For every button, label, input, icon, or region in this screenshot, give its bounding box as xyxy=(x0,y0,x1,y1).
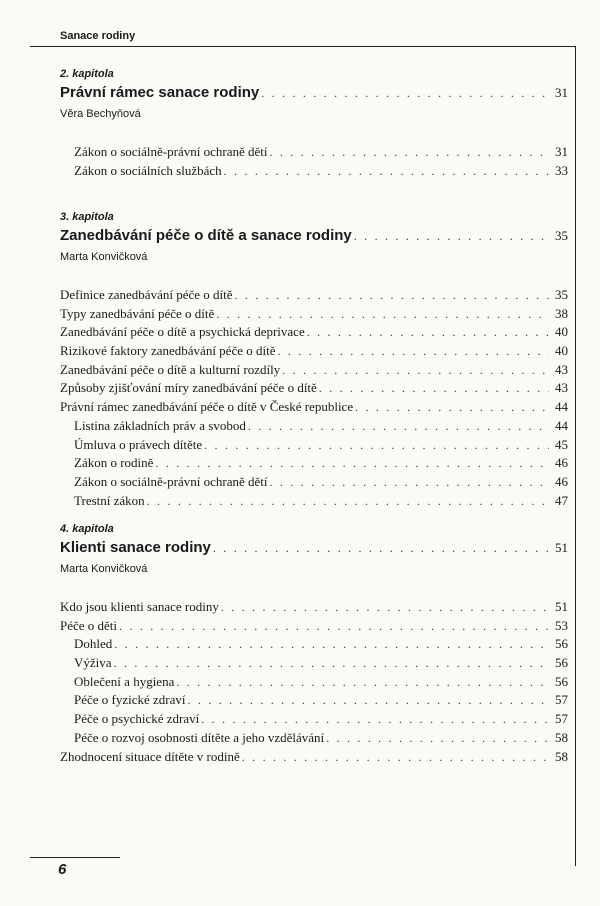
chapter-author: Marta Konvičková xyxy=(60,251,148,263)
footer-rule xyxy=(30,857,120,858)
toc-entry xyxy=(60,380,568,399)
entry-title: Listina základních práv a svobod xyxy=(74,417,246,433)
entry-page: 35 xyxy=(555,287,568,302)
entry-title: Typy zanedbávání péče o dítě xyxy=(60,305,215,321)
entry-title: Zákon o sociálně-právní ochraně dětí xyxy=(74,473,268,489)
leader-dots xyxy=(224,164,549,179)
toc-entry xyxy=(60,287,568,306)
entry-title: Péče o rozvoj osobnosti dítěte a jeho vzdělávání xyxy=(74,729,325,745)
entry-list xyxy=(60,599,568,767)
entry-page: 53 xyxy=(555,617,568,633)
leader-dots xyxy=(354,229,549,244)
entry-title: Trestní zákon xyxy=(74,492,145,508)
entry-title: Úmluva o právech dítěte xyxy=(74,436,203,452)
entry-page: 51 xyxy=(555,599,568,614)
toc-entry xyxy=(60,474,568,493)
toc-entry xyxy=(60,437,568,456)
side-rule xyxy=(575,46,576,866)
toc-entry xyxy=(60,692,568,711)
entry-title: Výživa xyxy=(74,655,112,671)
entry-page: 31 xyxy=(555,144,568,159)
toc-entry xyxy=(60,599,568,618)
entry-title: Zanedbávání péče o dítě a kulturní rozdíly xyxy=(60,361,281,377)
leader-dots xyxy=(114,656,549,671)
leader-dots xyxy=(282,363,549,378)
entry-title: Způsoby zjišťování míry zanedbávání péče o dítě xyxy=(60,380,317,396)
chapter-title: Zanedbávání péče o dítě a sanace rodiny xyxy=(60,227,352,244)
entry-page: 57 xyxy=(555,692,568,708)
leader-dots xyxy=(242,750,549,765)
toc-entry xyxy=(60,655,568,674)
leader-dots xyxy=(355,400,549,415)
toc-entry xyxy=(60,343,568,362)
chapter-author: Věra Bechyňová xyxy=(60,108,141,120)
leader-dots xyxy=(188,693,549,708)
chapter-page: 51 xyxy=(555,540,568,555)
toc-entry xyxy=(60,418,568,437)
chapter-4 xyxy=(60,523,568,767)
entry-page: 46 xyxy=(555,473,568,489)
entry-page: 43 xyxy=(555,361,568,377)
entry-page: 45 xyxy=(555,436,568,452)
leader-dots xyxy=(147,494,549,509)
entry-title: Rizikové faktory zanedbávání péče o dítě xyxy=(60,343,276,359)
entry-title: Péče o děti xyxy=(60,617,118,633)
leader-dots xyxy=(269,475,549,490)
entry-title: Oblečení a hygiena xyxy=(74,673,175,689)
running-head: Sanace rodiny xyxy=(60,30,136,42)
chapter-title-row xyxy=(60,227,568,249)
toc-entry xyxy=(60,324,568,343)
chapter-title-row xyxy=(60,539,568,561)
leader-dots xyxy=(221,600,549,615)
leader-dots xyxy=(235,288,549,303)
leader-dots xyxy=(155,456,549,471)
leader-dots xyxy=(319,381,549,396)
entry-title: Zákon o sociálně-právní ochraně dětí xyxy=(74,144,268,159)
leader-dots xyxy=(201,712,549,727)
chapter-author: Marta Konvičková xyxy=(60,563,148,575)
chapter-title: Klienti sanace rodiny xyxy=(60,539,211,556)
leader-dots xyxy=(326,731,549,746)
toc-entry xyxy=(60,493,568,512)
toc-entry xyxy=(60,730,568,749)
chapter-title-row xyxy=(60,84,568,106)
entry-page: 33 xyxy=(555,162,568,178)
page-number: 6 xyxy=(58,861,67,878)
entry-page: 57 xyxy=(555,711,568,727)
entry-page: 44 xyxy=(555,399,568,415)
entry-page: 40 xyxy=(555,324,568,340)
leader-dots xyxy=(307,325,549,340)
header-rule xyxy=(30,46,575,47)
leader-dots xyxy=(261,86,549,101)
entry-title: Definice zanedbávání péče o dítě xyxy=(60,287,233,302)
leader-dots xyxy=(278,344,550,359)
leader-dots xyxy=(204,438,549,453)
chapter-title: Právní rámec sanace rodiny xyxy=(60,84,260,101)
entry-title: Dohled xyxy=(74,636,113,652)
chapter-label: 2. kapitola xyxy=(60,68,114,80)
entry-title: Zhodnocení situace dítěte v rodině xyxy=(60,748,240,764)
toc-entry xyxy=(60,455,568,474)
toc-entry xyxy=(60,711,568,730)
leader-dots xyxy=(216,307,549,322)
entry-title: Kdo jsou klienti sanace rodiny xyxy=(60,599,219,614)
entry-title: Zákon o sociálních službách xyxy=(74,162,222,178)
leader-dots xyxy=(248,419,549,434)
toc-entry xyxy=(60,618,568,637)
entry-page: 43 xyxy=(555,380,568,396)
entry-page: 46 xyxy=(555,455,568,471)
chapter-page: 35 xyxy=(555,228,568,243)
toc-entry xyxy=(60,362,568,381)
toc-entry xyxy=(60,749,568,768)
entry-page: 56 xyxy=(555,655,568,671)
entry-page: 58 xyxy=(555,748,568,764)
toc-entry xyxy=(60,674,568,693)
entry-page: 40 xyxy=(555,343,568,359)
entry-title: Právní rámec zanedbávání péče o dítě v České republice xyxy=(60,399,354,415)
toc-entry xyxy=(60,306,568,325)
toc-entry xyxy=(60,636,568,655)
leader-dots xyxy=(176,675,549,690)
entry-list xyxy=(60,144,568,181)
chapter-label: 4. kapitola xyxy=(60,523,114,535)
leader-dots xyxy=(269,145,549,160)
chapter-label: 3. kapitola xyxy=(60,211,114,223)
entry-page: 56 xyxy=(555,673,568,689)
entry-title: Péče o fyzické zdraví xyxy=(74,692,186,708)
toc-entry xyxy=(60,144,568,163)
toc-entry xyxy=(60,163,568,182)
toc-entry xyxy=(60,399,568,418)
entry-title: Zanedbávání péče o dítě a psychická deprivace xyxy=(60,324,305,340)
leader-dots xyxy=(114,637,549,652)
entry-title: Péče o psychické zdraví xyxy=(74,711,200,727)
chapter-page: 31 xyxy=(555,85,568,100)
entry-page: 44 xyxy=(555,417,568,433)
leader-dots xyxy=(213,541,549,556)
entry-page: 58 xyxy=(555,729,568,745)
entry-page: 56 xyxy=(555,636,568,652)
leader-dots xyxy=(119,619,549,634)
entry-page: 38 xyxy=(555,305,568,321)
entry-page: 47 xyxy=(555,492,568,508)
entry-list xyxy=(60,287,568,511)
entry-title: Zákon o rodině xyxy=(74,455,154,471)
chapter-2 xyxy=(60,68,568,181)
chapter-3 xyxy=(60,211,568,511)
